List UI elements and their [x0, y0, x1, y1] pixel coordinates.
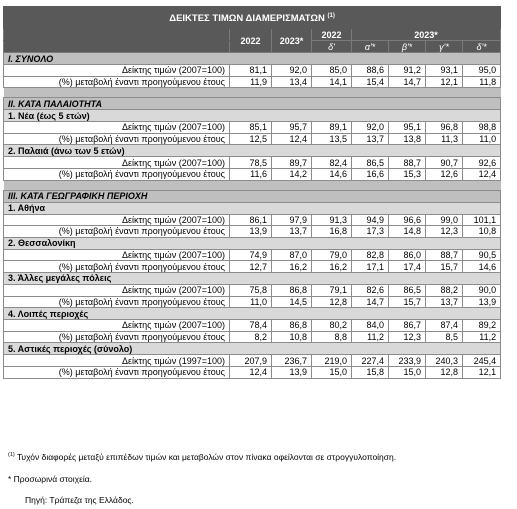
value-cell: 92,0 — [272, 65, 312, 77]
value-cell: 11,3 — [426, 133, 463, 145]
value-cell: 227,4 — [352, 355, 389, 367]
value-cell: 85,0 — [312, 65, 352, 77]
value-cell: 92,6 — [463, 157, 501, 169]
value-cell: 8,2 — [230, 331, 272, 343]
row-label: Δείκτης τιμών (2007=100) — [4, 214, 230, 226]
value-cell: 12,3 — [389, 331, 426, 343]
value-cell: 15,0 — [389, 366, 426, 378]
value-cell: 75,8 — [230, 284, 272, 296]
value-cell: 12,4 — [272, 133, 312, 145]
value-cell: 88,6 — [352, 65, 389, 77]
header-quarter-2022: 2022 — [312, 29, 352, 41]
subsection-label: 1. Νέα (έως 5 ετών) — [4, 110, 501, 122]
table-row — [4, 168, 501, 180]
value-cell: 11,9 — [230, 76, 272, 88]
section-label: I. ΣΥΝΟΛΟ — [4, 53, 501, 65]
value-cell: 17,3 — [352, 226, 389, 238]
row-label: (%) μεταβολή έναντι προηγούμενου έτους — [4, 226, 230, 238]
value-cell: 79,1 — [312, 284, 352, 296]
table-row — [4, 320, 501, 332]
value-cell: 99,0 — [426, 214, 463, 226]
table-row — [4, 296, 501, 308]
subsection-label: 5. Αστικές περιοχές (σύνολο) — [4, 343, 501, 355]
value-cell: 13,9 — [463, 296, 501, 308]
row-label: (%) μεταβολή έναντι προηγούμενου έτους — [4, 133, 230, 145]
row-label: (%) μεταβολή έναντι προηγούμενου έτους — [4, 76, 230, 88]
table-body — [4, 53, 501, 379]
table-row — [4, 122, 501, 134]
value-cell: 96,6 — [389, 214, 426, 226]
value-cell: 82,4 — [312, 157, 352, 169]
value-cell: 12,5 — [230, 133, 272, 145]
value-cell: 14,5 — [272, 296, 312, 308]
header-row-years — [4, 29, 501, 41]
value-cell: 96,8 — [426, 122, 463, 134]
section-label: II. ΚΑΤΑ ΠΑΛΑΙΟΤΗΤΑ — [4, 98, 501, 110]
row-label: Δείκτης τιμών (2007=100) — [4, 284, 230, 296]
subsection-header-row — [4, 202, 501, 214]
value-cell: 12,8 — [426, 366, 463, 378]
subsection-header-row — [4, 343, 501, 355]
table-row — [4, 355, 501, 367]
value-cell: 11,6 — [230, 168, 272, 180]
value-cell: 91,3 — [312, 214, 352, 226]
value-cell: 245,4 — [463, 355, 501, 367]
value-cell: 12,7 — [230, 261, 272, 273]
value-cell: 81,1 — [230, 65, 272, 77]
header-quarter-label: δ'* — [463, 41, 501, 53]
section-header-row — [4, 190, 501, 202]
value-cell: 86,7 — [389, 320, 426, 332]
value-cell: 92,0 — [352, 122, 389, 134]
value-cell: 12,8 — [312, 296, 352, 308]
row-label: (%) μεταβολή έναντι προηγούμενου έτους — [4, 366, 230, 378]
subsection-label: 2. Παλαιά (άνω των 5 ετών) — [4, 145, 501, 157]
value-cell: 86,8 — [272, 320, 312, 332]
footnote-rounding: $^{(1)}$ Τυχόν διαφορές μεταξύ επιπέδων τιμών και μεταβολών στον πίνακα οφείλονται σε στρογγυλοποίηση. — [8, 452, 397, 462]
value-cell: 15,0 — [312, 366, 352, 378]
value-cell: 12,6 — [426, 168, 463, 180]
value-cell: 86,8 — [272, 284, 312, 296]
value-cell: 8,8 — [312, 331, 352, 343]
value-cell: 15,4 — [352, 76, 389, 88]
source-note: Πηγή: Τράπεζα της Ελλάδος. — [25, 495, 134, 505]
value-cell: 85,1 — [230, 122, 272, 134]
spacer-cell — [4, 88, 501, 98]
value-cell: 86,5 — [352, 157, 389, 169]
value-cell: 11,0 — [463, 133, 501, 145]
row-label: Δείκτης τιμών (2007=100) — [4, 65, 230, 77]
value-cell: 80,2 — [312, 320, 352, 332]
value-cell: 8,5 — [426, 331, 463, 343]
header-quarter-label: β'* — [389, 41, 426, 53]
value-cell: 95,0 — [463, 65, 501, 77]
footnote-provisional: * Προσωρινά στοιχεία. — [8, 474, 93, 484]
table-row — [4, 331, 501, 343]
table-title-row — [4, 7, 501, 29]
row-label: (%) μεταβολή έναντι προηγούμενου έτους — [4, 296, 230, 308]
value-cell: 89,7 — [272, 157, 312, 169]
value-cell: 16,8 — [312, 226, 352, 238]
value-cell: 10,8 — [463, 226, 501, 238]
value-cell: 14,1 — [312, 76, 352, 88]
value-cell: 15,7 — [389, 296, 426, 308]
value-cell: 13,7 — [352, 133, 389, 145]
header-blank — [4, 41, 230, 53]
subsection-label: 4. Λοιπές περιοχές — [4, 308, 501, 320]
value-cell: 12,1 — [426, 76, 463, 88]
value-cell: 11,0 — [230, 296, 272, 308]
value-cell: 11,2 — [463, 331, 501, 343]
header-quarter-label: α'* — [352, 41, 389, 53]
spacer-row — [4, 180, 501, 190]
value-cell: 95,7 — [272, 122, 312, 134]
table-row — [4, 157, 501, 169]
value-cell: 14,6 — [312, 168, 352, 180]
value-cell: 93,1 — [426, 65, 463, 77]
value-cell: 240,3 — [426, 355, 463, 367]
value-cell: 14,8 — [389, 226, 426, 238]
section-label: III. ΚΑΤΑ ΓΕΩΓΡΑΦΙΚΗ ΠΕΡΙΟΧΗ — [4, 190, 501, 202]
value-cell: 14,7 — [389, 76, 426, 88]
value-cell: 11,8 — [463, 76, 501, 88]
value-cell: 12,1 — [463, 366, 501, 378]
value-cell: 13,8 — [389, 133, 426, 145]
value-cell: 14,2 — [272, 168, 312, 180]
value-cell: 13,9 — [272, 366, 312, 378]
value-cell: 82,6 — [352, 284, 389, 296]
header-2023: 2023* — [272, 29, 312, 53]
value-cell: 13,9 — [230, 226, 272, 238]
value-cell: 79,0 — [312, 249, 352, 261]
value-cell: 13,5 — [312, 133, 352, 145]
spacer-cell — [4, 180, 501, 190]
value-cell: 89,1 — [312, 122, 352, 134]
value-cell: 91,2 — [389, 65, 426, 77]
value-cell: 10,8 — [272, 331, 312, 343]
table-row — [4, 133, 501, 145]
table-row — [4, 284, 501, 296]
subsection-header-row — [4, 308, 501, 320]
value-cell: 16,2 — [312, 261, 352, 273]
value-cell: 14,7 — [352, 296, 389, 308]
table-title: ΔΕΙΚΤΕΣ ΤΙΜΩΝ ΔΙΑΜΕΡΙΣΜΑΤΩΝ $^{(1)}$ — [4, 7, 501, 29]
price-index-table — [3, 6, 501, 379]
value-cell: 88,7 — [426, 249, 463, 261]
value-cell: 16,6 — [352, 168, 389, 180]
section-header-row — [4, 98, 501, 110]
value-cell: 90,5 — [463, 249, 501, 261]
value-cell: 17,1 — [352, 261, 389, 273]
value-cell: 12,4 — [463, 168, 501, 180]
value-cell: 90,7 — [426, 157, 463, 169]
header-2022: 2022 — [230, 29, 272, 53]
subsection-label: 3. Άλλες μεγάλες πόλεις — [4, 272, 501, 284]
value-cell: 74,9 — [230, 249, 272, 261]
subsection-label: 1. Αθήνα — [4, 202, 501, 214]
header-quarter-label: γ'* — [426, 41, 463, 53]
section-header-row — [4, 53, 501, 65]
subsection-label: 2. Θεσσαλονίκη — [4, 237, 501, 249]
value-cell: 15,3 — [389, 168, 426, 180]
row-label: Δείκτης τιμών (2007=100) — [4, 249, 230, 261]
table-row — [4, 261, 501, 273]
header-quarter-label: δ' — [312, 41, 352, 53]
value-cell: 98,8 — [463, 122, 501, 134]
table-row — [4, 214, 501, 226]
value-cell: 97,9 — [272, 214, 312, 226]
table-row — [4, 249, 501, 261]
value-cell: 16,2 — [272, 261, 312, 273]
value-cell: 17,4 — [389, 261, 426, 273]
table-row — [4, 366, 501, 378]
row-label: (%) μεταβολή έναντι προηγούμενου έτους — [4, 168, 230, 180]
value-cell: 13,7 — [272, 226, 312, 238]
value-cell: 94,9 — [352, 214, 389, 226]
value-cell: 87,0 — [272, 249, 312, 261]
subsection-header-row — [4, 110, 501, 122]
value-cell: 78,5 — [230, 157, 272, 169]
value-cell: 82,8 — [352, 249, 389, 261]
value-cell: 236,7 — [272, 355, 312, 367]
value-cell: 90,0 — [463, 284, 501, 296]
table-row — [4, 65, 501, 77]
value-cell: 219,0 — [312, 355, 352, 367]
value-cell: 15,8 — [352, 366, 389, 378]
value-cell: 86,1 — [230, 214, 272, 226]
value-cell: 233,9 — [389, 355, 426, 367]
table-row — [4, 76, 501, 88]
subsection-header-row — [4, 272, 501, 284]
value-cell: 88,7 — [389, 157, 426, 169]
value-cell: 95,1 — [389, 122, 426, 134]
value-cell: 78,4 — [230, 320, 272, 332]
value-cell: 15,7 — [426, 261, 463, 273]
value-cell: 12,3 — [426, 226, 463, 238]
value-cell: 86,5 — [389, 284, 426, 296]
row-label: (%) μεταβολή έναντι προηγούμενου έτους — [4, 261, 230, 273]
value-cell: 86,0 — [389, 249, 426, 261]
row-label: Δείκτης τιμών (2007=100) — [4, 122, 230, 134]
value-cell: 89,2 — [463, 320, 501, 332]
row-label: Δείκτης τιμών (2007=100) — [4, 157, 230, 169]
value-cell: 14,6 — [463, 261, 501, 273]
value-cell: 11,2 — [352, 331, 389, 343]
value-cell: 13,4 — [272, 76, 312, 88]
value-cell: 87,4 — [426, 320, 463, 332]
value-cell: 101,1 — [463, 214, 501, 226]
value-cell: 84,0 — [352, 320, 389, 332]
header-blank — [4, 29, 230, 41]
subsection-header-row — [4, 145, 501, 157]
row-label: Δείκτης τιμών (2007=100) — [4, 320, 230, 332]
subsection-header-row — [4, 237, 501, 249]
row-label: (%) μεταβολή έναντι προηγούμενου έτους — [4, 331, 230, 343]
value-cell: 13,7 — [426, 296, 463, 308]
spacer-row — [4, 88, 501, 98]
header-quarter-2023: 2023* — [352, 29, 501, 41]
table-row — [4, 226, 501, 238]
row-label: Δείκτης τιμών (1997=100) — [4, 355, 230, 367]
value-cell: 88,2 — [426, 284, 463, 296]
value-cell: 207,9 — [230, 355, 272, 367]
value-cell: 12,4 — [230, 366, 272, 378]
